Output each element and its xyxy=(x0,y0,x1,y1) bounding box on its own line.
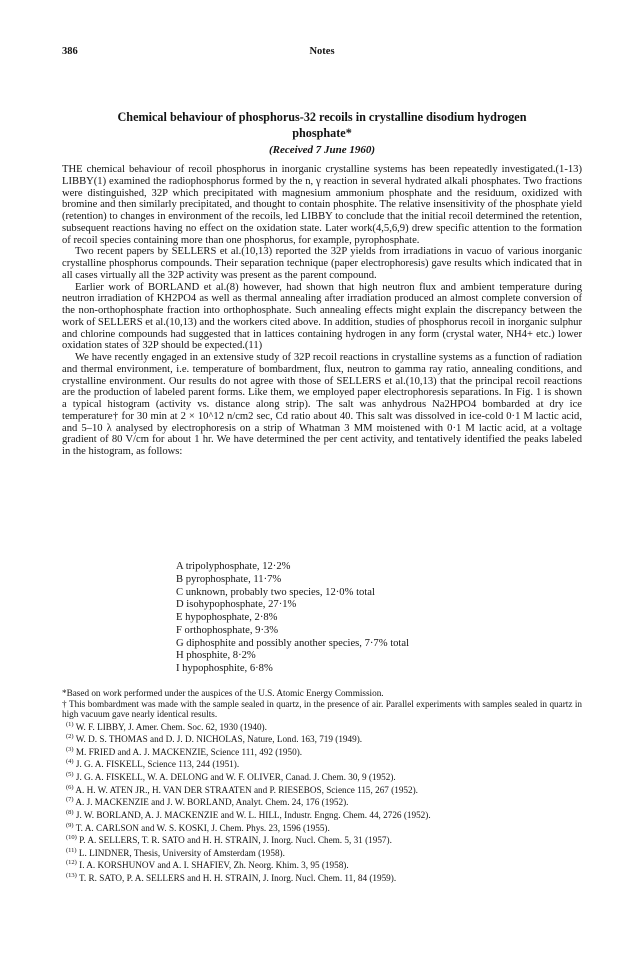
peak-list xyxy=(176,561,576,676)
peak-item: E hypophosphate, 2·8% xyxy=(176,612,278,623)
peak-item: C unknown, probably two species, 12·0% total xyxy=(176,586,375,598)
peak-item: A tripolyphosphate, 12·2% xyxy=(176,561,291,572)
page-number: 386 xyxy=(62,46,78,57)
received-date: (Received 7 June 1960) xyxy=(269,144,375,156)
reference-item: $^{(13)}$ T. R. SATO, P. A. SELLERS and H. H. STRAIN, J. Inorg. Nucl. Chem. 11, 84 (1959). xyxy=(66,871,397,884)
paragraph-3: Earlier work of BORLAND et al.(8) however, had shown that high neutron flux and ambient temperature during neutron irradiation of KH2PO4 as well as thermal annealing after irradiation produced an almost complete conversion of the non-orthophosphate fraction into orthophosphate. Such annealing effects might explain the discrepancy between the work of SELLERS et al.(10,13) and the workers cited above. In addition, studies of phosphorus recoil in inorganic sulphur and chlorine compounds had suggested that in lattices containing hydrogen in any form (crystal water, NH4+ etc.) lower oxidation states of 32P should be expected.(11) xyxy=(62,281,582,352)
reference-item: $^{(11)}$ L. LINDNER, Thesis, University of Amsterdam (1958). xyxy=(66,846,285,858)
running-title: Notes xyxy=(309,46,335,57)
article-body xyxy=(62,164,582,458)
article-title: Chemical behaviour of phosphorus-32 recoils in crystalline disodium hydrogen phosphate* xyxy=(117,110,527,140)
peak-item: I hypophosphite, 6·8% xyxy=(176,663,273,674)
reference-item: $^{(5)}$ J. G. A. FISKELL, W. A. DELONG and W. F. OLIVER, Canad. J. Chem. 30, 9 (1952). xyxy=(66,771,396,783)
footnotes-and-references xyxy=(62,688,582,884)
paragraph-1: THE chemical behaviour of recoil phosphorus in inorganic crystalline systems has been repeatedly investigated.(1-13) LIBBY(1) examined the radiophosphorus formed by the n, γ reaction in several hydrated alkali phosphates. Two fractions were distinguished, 32P which precipitated with magnesium ammonium phosphate and the residuum, oxidized with bromine and then similarly precipitated, and thought to contain phosphite. The relative insensitivity of the phosphate yield (retention) to changes in environment of the recoils, led LIBBY to conclude that the initial recoil determined the retention, subsequent reactions having no effect on the oxidation state. Later work(4,5,6,9) drew specific attention to the formation of recoil species containing more than one phosphorus, for example, pyrophosphate. xyxy=(62,164,582,246)
reference-item: $^{(7)}$ A. J. MACKENZIE and J. W. BORLAND, Analyt. Chem. 24, 176 (1952). xyxy=(66,796,349,808)
reference-item: $^{(12)}$ I. A. KORSHUNOV and A. I. SHAFIEV, Zh. Neorg. Khim. 3, 95 (1958). xyxy=(66,859,349,871)
peak-item: H phosphite, 8·2% xyxy=(176,650,256,662)
reference-item: $^{(10)}$ P. A. SELLERS, T. R. SATO and H. H. STRAIN, J. Inorg. Nucl. Chem. 5, 31 (1957). xyxy=(66,834,392,846)
page-header xyxy=(62,46,582,62)
footnote-aec: *Based on work performed under the auspices of the U.S. Atomic Energy Commission. xyxy=(62,688,384,698)
reference-item: $^{(6)}$ A. H. W. ATEN JR., H. VAN DER STRAATEN and P. RIESEBOS, Science 115, 267 (1952). xyxy=(66,783,418,795)
paragraph-2: Two recent papers by SELLERS et al.(10,13) reported the 32P yields from irradiations in vacuo of various inorganic crystalline phosphorus compounds. Their separation technique (paper electrophoresis) gave results which indicated that in all cases virtually all the 32P activity was present as the parent compound. xyxy=(62,246,582,281)
reference-item: $^{(3)}$ M. FRIED and A. J. MACKENZIE, Science 111, 492 (1950). xyxy=(66,745,303,757)
paragraph-4: We have recently engaged in an extensive study of 32P recoil reactions in crystalline systems as a function of radiation and thermal environment, i.e. temperature of bombardment, flux, neutron to gamma ray ratio, annealing conditions, and crystalline environment. Our results do not agree with those of SELLERS et al.(10,13) that the principal recoil reactions are the production of labeled parent forms. Like them, we employed paper electrophoresis separations. In Fig. 1 is shown a typical histogram (activity vs. distance along strip). The salt was anhydrous Na2HPO4 bombarded at dry ice temperature† for 30 min at 2 × 10^12 n/cm2 sec, Cd ratio about 40. This salt was dissolved in ice-cold 0·1 M lactic acid, and 5–10 λ analysed by electrophoresis on a strip of Whatman 3 MM moistened with 0·1 M lactic acid, at a voltage gradient of 80 V/cm for about 1 hr. We have determined the per cent activity, and tentatively identified the peaks labeled in the histogram, as follows: xyxy=(62,352,582,457)
peak-item: B pyrophosphate, 11·7% xyxy=(176,573,282,585)
reference-item: $^{(4)}$ J. G. A. FISKELL, Science 113, 244 (1951). xyxy=(66,758,240,770)
footnote-dagger: † This bombardment was made with the sample sealed in quartz, in the presence of air. Parallel experiments with samples sealed in quartz in high vacuum gave nearly identical results. xyxy=(62,698,582,720)
reference-item: $^{(1)}$ W. F. LIBBY, J. Amer. Chem. Soc. 62, 1930 (1940). xyxy=(66,720,267,732)
peak-item: F orthophosphate, 9·3% xyxy=(176,624,279,636)
reference-item: $^{(8)}$ J. W. BORLAND, A. J. MACKENZIE and W. L. HILL, Industr. Engng. Chem. 44, 2726 (1952). xyxy=(66,808,431,820)
peak-item: G diphosphite and possibly another species, 7·7% total xyxy=(176,637,410,649)
reference-item: $^{(9)}$ T. A. CARLSON and W. S. KOSKI, J. Chem. Phys. 23, 1596 (1955). xyxy=(66,821,330,833)
peak-item: D isohypophosphate, 27·1% xyxy=(176,599,297,611)
reference-item: $^{(2)}$ W. D. S. THOMAS and D. J. D. NICHOLAS, Nature, Lond. 163, 719 (1949). xyxy=(66,733,363,745)
